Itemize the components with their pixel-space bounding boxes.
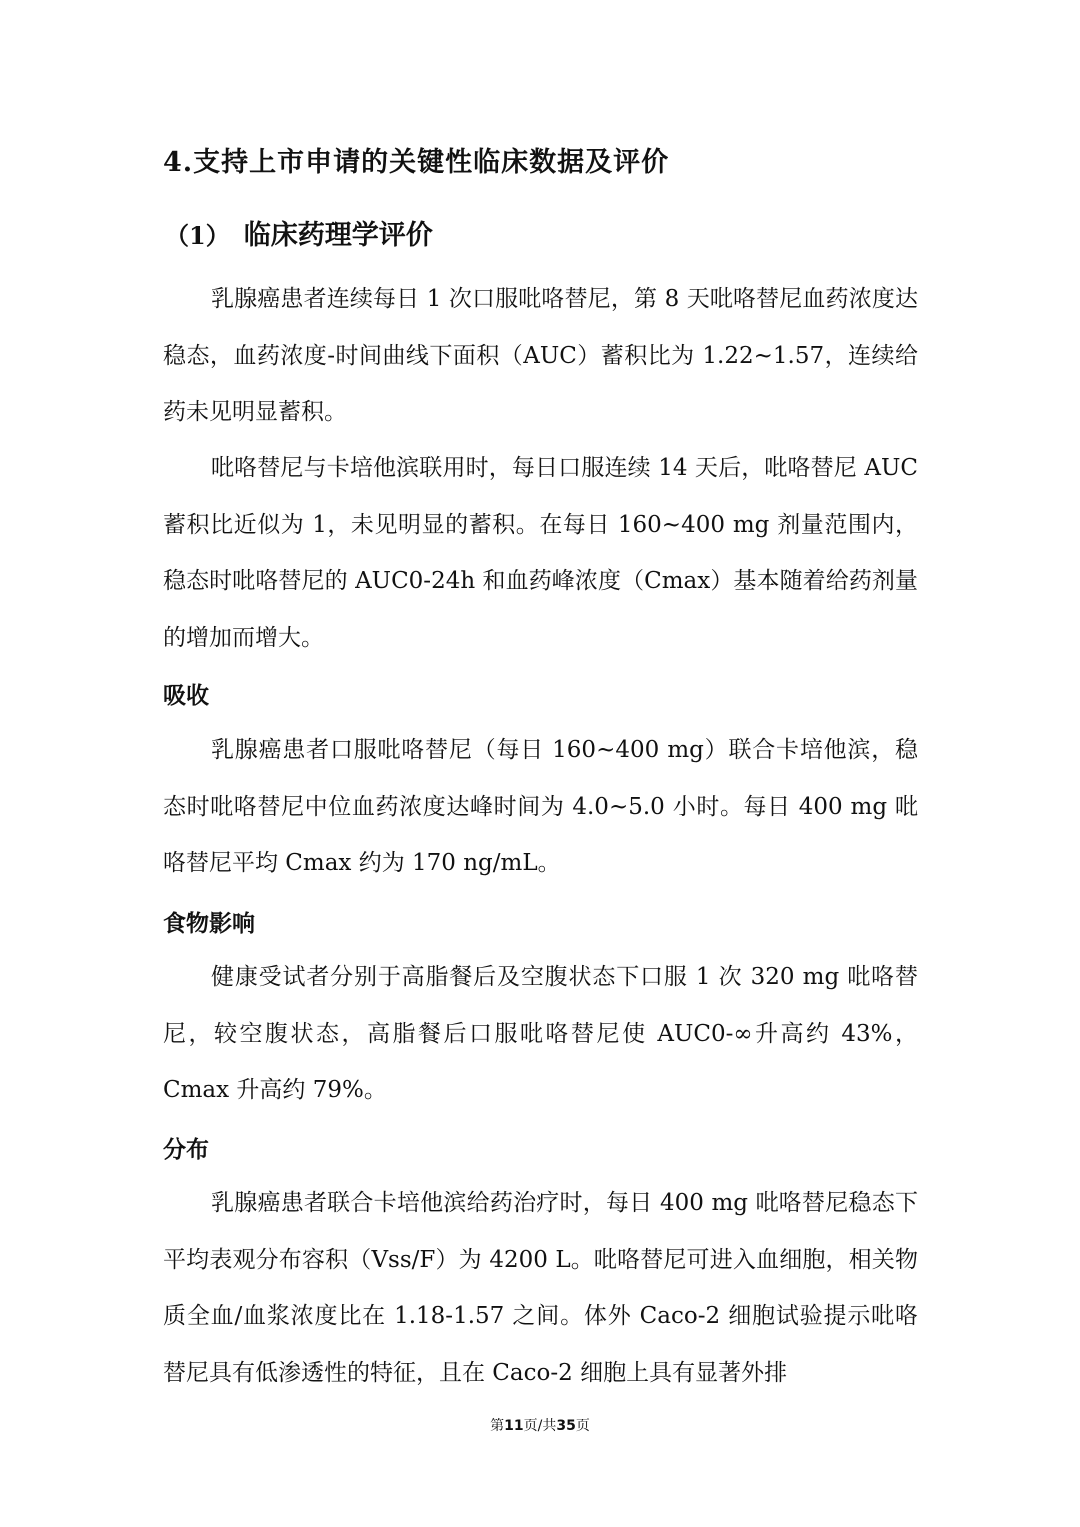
paragraph-food-effect: 健康受试者分别于高脂餐后及空腹状态下口服 1 次 320 mg 吡咯替尼，较空腹状态，高脂餐后口服吡咯替尼使 AUC0-∞升高约 43%，Cmax 升高约 79%。 bbox=[163, 964, 918, 1103]
footer-total-pages: 35 bbox=[556, 1418, 576, 1434]
heading-distribution: 分布 bbox=[163, 1136, 209, 1163]
heading-absorption: 吸收 bbox=[163, 682, 209, 709]
subsection-title: 临床药理学评价 bbox=[243, 220, 433, 251]
page-footer bbox=[0, 1415, 1080, 1435]
footer-suffix: 页 bbox=[575, 1418, 590, 1434]
paragraph-combination-dosing: 吡咯替尼与卡培他滨联用时，每日口服连续 14 天后，吡咯替尼 AUC 蓄积比近似为 1，未见明显的蓄积。在每日 160~400 mg 剂量范围内，稳态时吡咯替尼的 AUC0-24h 和血药峰浓度（Cmax）基本随着给药剂量的增加而增大。 bbox=[163, 455, 918, 651]
subsection-number: （1） bbox=[165, 221, 230, 250]
footer-current-page: 11 bbox=[504, 1418, 524, 1434]
paragraph-accumulation: 乳腺癌患者连续每日 1 次口服吡咯替尼，第 8 天吡咯替尼血药浓度达稳态，血药浓度-时间曲线下面积（AUC）蓄积比为 1.22~1.57，连续给药未见明显蓄积。 bbox=[163, 286, 918, 425]
paragraph-distribution: 乳腺癌患者联合卡培他滨给药治疗时，每日 400 mg 吡咯替尼稳态下平均表观分布容积（Vss/F）为 4200 L。吡咯替尼可进入血细胞，相关物质全血/血浆浓度比在 1.18-1.57 之间。体外 Caco-2 细胞试验提示吡咯替尼具有低渗透性的特征，且在 Caco-2 细胞上具有显著外排 bbox=[163, 1190, 918, 1386]
section-heading: 4.支持上市申请的关键性临床数据及评价 bbox=[163, 147, 670, 178]
subsection-heading bbox=[165, 213, 433, 252]
footer-prefix: 第 bbox=[490, 1418, 505, 1434]
footer-middle: 页/共 bbox=[523, 1418, 557, 1434]
paragraph-absorption: 乳腺癌患者口服吡咯替尼（每日 160~400 mg）联合卡培他滨，稳态时吡咯替尼中位血药浓度达峰时间为 4.0~5.0 小时。每日 400 mg 吡咯替尼平均 Cmax 约为 170 ng/mL。 bbox=[163, 737, 918, 876]
heading-food-effect: 食物影响 bbox=[163, 910, 255, 937]
